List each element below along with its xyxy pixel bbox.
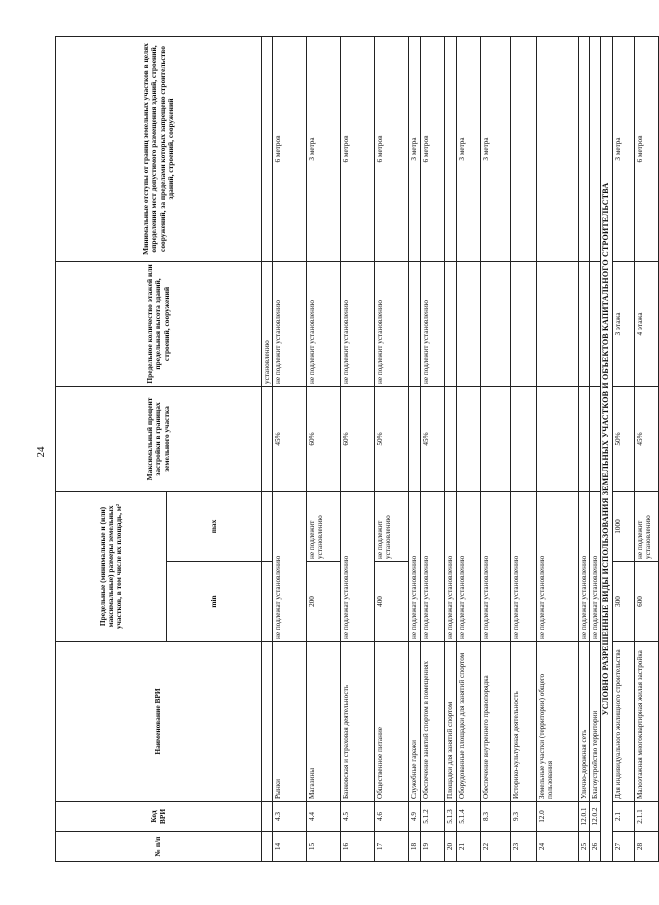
cell-name: Обеспечение занятий спортом в помещениях — [421, 642, 445, 802]
cell-num: 26 — [590, 832, 601, 862]
table-row — [537, 36, 579, 861]
cell-setback: 3 метра — [307, 36, 341, 261]
table-row — [457, 36, 481, 861]
cell-setback: 6 метров — [635, 36, 659, 261]
cell-floors: не подлежит установлению — [273, 261, 307, 386]
cell-area: не подлежат установлению — [341, 491, 375, 641]
cell-name: Благоустройство территории — [590, 642, 601, 802]
cell-code: 12.0.1 — [579, 802, 590, 832]
cell-max: не подлежит установлению — [307, 491, 341, 561]
header-min: min — [167, 562, 262, 642]
table-row — [262, 36, 273, 861]
cell-min: 400 — [375, 562, 409, 642]
table-row — [421, 36, 445, 861]
cell-area: не подлежат установлению — [537, 491, 579, 641]
cell-percent: 60% — [307, 386, 341, 491]
cell-code: 9.3 — [511, 802, 537, 832]
header-name: Наименование ВРИ — [56, 642, 262, 802]
header-max: max — [167, 491, 262, 561]
cell-code: 8.3 — [481, 802, 511, 832]
header-percent: Максимальный процент застройки в границах земельного участка — [56, 386, 262, 491]
cell-name: Улично-дорожная сеть — [579, 642, 590, 802]
table-row — [445, 36, 457, 861]
cell-code: 2.1 — [613, 802, 635, 832]
cell-max: не подлежит установлению — [635, 491, 659, 561]
cell-code: 4.4 — [307, 802, 341, 832]
table-row — [590, 36, 601, 861]
cell-area: не подлежат установлению — [409, 491, 421, 641]
cell-num: 19 — [421, 832, 445, 862]
cell-min: 600 — [635, 562, 659, 642]
cell-code: 4.9 — [409, 802, 421, 832]
cell-name: Малоэтажная многоквартирная жилая застройка — [635, 642, 659, 802]
cell-area: не подлежат установлению — [273, 491, 307, 641]
cell-area: не подлежат установлению — [511, 491, 537, 641]
cell-floors: 4 этажа — [635, 261, 659, 386]
cell-name: Банковская и страховая деятельность — [341, 642, 375, 802]
zoning-parameters-table — [55, 36, 659, 862]
cell-name: Общественное питание — [375, 642, 409, 802]
table-row — [375, 36, 409, 861]
page-number: 24 — [35, 446, 47, 458]
header-setback: Минимальные отступы от границ земельных участков в целях определения мест допустимого размещения зданий, строений, сооружений, за пределами которых запрещено строительство зданий, строений, сооружений — [56, 36, 262, 261]
cell-num: 17 — [375, 832, 409, 862]
cell-floors: установлению — [262, 261, 273, 386]
table-row — [409, 36, 421, 861]
rotated-table-container — [55, 37, 653, 862]
cell-num: 22 — [481, 832, 511, 862]
table-row — [341, 36, 375, 861]
cell-setback: 6 метров — [341, 36, 375, 261]
cell-setback: 6 метров — [375, 36, 409, 261]
section-band-title: УСЛОВНО РАЗРЕШЕННЫЕ ВИДЫ ИСПОЛЬЗОВАНИЯ ЗЕМЕЛЬНЫХ УЧАСТКОВ И ОБЪЕКТОВ КАПИТАЛЬНОГО СТРОИТЕЛЬСТВА — [601, 36, 613, 861]
cell-name: Площадки для занятий спортом — [445, 642, 457, 802]
cell-area: не подлежат установлению — [481, 491, 511, 641]
cell-percent: 60% — [341, 386, 375, 491]
cell-percent: 50% — [613, 386, 635, 491]
cell-area: не подлежат установлению — [421, 491, 445, 641]
cell-setback: 3 метра — [457, 36, 481, 261]
table-row — [613, 36, 635, 861]
cell-floors: не подлежит установлению — [307, 261, 341, 386]
cell-area: не подлежат установлению — [445, 491, 457, 641]
table-row — [273, 36, 307, 861]
cell-min: 300 — [613, 562, 635, 642]
header-code: Код ВРИ — [56, 802, 262, 832]
cell-code: 2.1.1 — [635, 802, 659, 832]
cell-code: 12.0.2 — [590, 802, 601, 832]
cell-name: Рынки — [273, 642, 307, 802]
cell-code: 4.3 — [273, 802, 307, 832]
cell-num: 15 — [307, 832, 341, 862]
cell-percent: 45% — [273, 386, 307, 491]
header-num: № п/п — [56, 832, 262, 862]
cell-setback: 3 метра — [409, 36, 421, 261]
table-row — [579, 36, 590, 861]
cell-percent: 45% — [635, 386, 659, 491]
cell-num: 21 — [457, 832, 481, 862]
cell-setback: 6 метров — [273, 36, 307, 261]
cell-num: 23 — [511, 832, 537, 862]
cell-setback: 3 метра — [613, 36, 635, 261]
cell-name: Служебные гаражи — [409, 642, 421, 802]
header-floors: Предельное количество этажей или предельная высота зданий, строений, сооружений — [56, 261, 262, 386]
cell-name: Историко-культурная деятельность — [511, 642, 537, 802]
cell-floors: не подлежит установлению — [375, 261, 409, 386]
cell-num: 16 — [341, 832, 375, 862]
cell-name: Оборудованные площадки для занятий спортом — [457, 642, 481, 802]
cell-num: 27 — [613, 832, 635, 862]
cell-code: 5.1.2 — [421, 802, 445, 832]
cell-floors: не подлежит установлению — [421, 261, 445, 386]
table-row — [307, 36, 341, 861]
cell-area: не подлежат установлению — [457, 491, 481, 641]
table-row — [635, 36, 659, 861]
cell-num: 20 — [445, 832, 457, 862]
cell-num: 14 — [273, 832, 307, 862]
cell-floors: не подлежит установлению — [341, 261, 375, 386]
cell-code: 5.1.4 — [457, 802, 481, 832]
cell-code: 4.6 — [375, 802, 409, 832]
cell-code: 12.0 — [537, 802, 579, 832]
table-row — [511, 36, 537, 861]
cell-code: 5.1.3 — [445, 802, 457, 832]
cell-name: Магазины — [307, 642, 341, 802]
cell-name: Для индивидуального жилищного строительства — [613, 642, 635, 802]
table-row — [481, 36, 511, 861]
section-band-row — [601, 36, 613, 861]
cell-name: Земельные участки (территории) общего пользования — [537, 642, 579, 802]
cell-percent: 50% — [375, 386, 409, 491]
cell-setback: 3 метра — [481, 36, 511, 261]
cell-num: 25 — [579, 832, 590, 862]
cell-area: не подлежат установлению — [579, 491, 590, 641]
cell-num: 28 — [635, 832, 659, 862]
cell-area: не подлежат установлению — [590, 491, 601, 641]
cell-floors: 3 этажа — [613, 261, 635, 386]
cell-min: 200 — [307, 562, 341, 642]
cell-max: 1000 — [613, 491, 635, 561]
cell-num: 18 — [409, 832, 421, 862]
cell-percent: 45% — [421, 386, 445, 491]
cell-max: не подлежит установлению — [375, 491, 409, 561]
cell-name: Обеспечение внутреннего правопорядка — [481, 642, 511, 802]
cell-code: 4.5 — [341, 802, 375, 832]
cell-setback: 6 метров — [421, 36, 445, 261]
header-area: Предельные (минимальные и (или) максимальные) размеры земельных участков, в том числе их площадь, м² — [56, 491, 167, 641]
cell-num: 24 — [537, 832, 579, 862]
